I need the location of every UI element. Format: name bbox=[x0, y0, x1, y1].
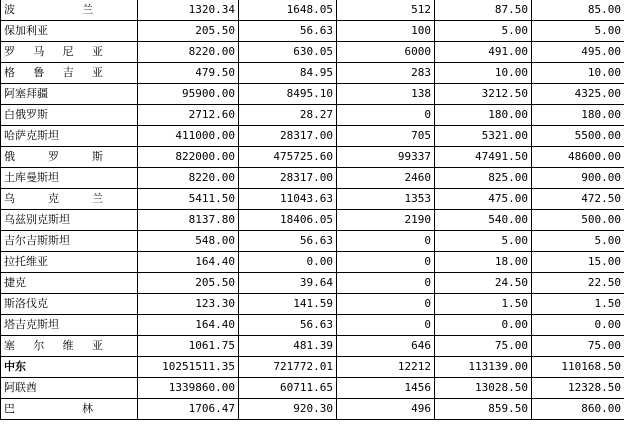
country-name-cell[interactable]: 土库曼斯坦 bbox=[1, 168, 138, 189]
value-cell-1[interactable]: 164.40 bbox=[138, 252, 239, 273]
value-cell-5[interactable]: 495.00 bbox=[532, 42, 625, 63]
table-row bbox=[1, 105, 625, 126]
table-row bbox=[1, 84, 625, 105]
value-cell-5[interactable]: 22.50 bbox=[532, 273, 625, 294]
value-cell-4[interactable]: 5.00 bbox=[435, 231, 532, 252]
country-name-cell[interactable]: 塞尔维亚 bbox=[1, 336, 138, 357]
value-cell-5[interactable]: 5.00 bbox=[532, 231, 625, 252]
value-cell-3[interactable]: 0 bbox=[337, 231, 435, 252]
value-cell-5[interactable]: 900.00 bbox=[532, 168, 625, 189]
value-cell-3[interactable]: 0 bbox=[337, 105, 435, 126]
value-cell-2[interactable]: 39.64 bbox=[239, 273, 337, 294]
value-cell-4[interactable]: 0.00 bbox=[435, 315, 532, 336]
value-cell-4[interactable]: 87.50 bbox=[435, 0, 532, 21]
value-cell-3[interactable]: 2460 bbox=[337, 168, 435, 189]
value-cell-4[interactable]: 825.00 bbox=[435, 168, 532, 189]
value-cell-3[interactable]: 496 bbox=[337, 399, 435, 420]
value-cell-1[interactable]: 8220.00 bbox=[138, 42, 239, 63]
value-cell-3[interactable]: 138 bbox=[337, 84, 435, 105]
value-cell-2[interactable]: 28317.00 bbox=[239, 126, 337, 147]
value-cell-4[interactable]: 859.50 bbox=[435, 399, 532, 420]
value-cell-3[interactable]: 705 bbox=[337, 126, 435, 147]
region-name-cell[interactable]: 中东 bbox=[1, 357, 138, 378]
value-cell-2[interactable]: 18406.05 bbox=[239, 210, 337, 231]
value-cell-4[interactable]: 180.00 bbox=[435, 105, 532, 126]
country-name-cell[interactable]: 白俄罗斯 bbox=[1, 105, 138, 126]
table-row bbox=[1, 210, 625, 231]
value-cell-5[interactable]: 75.00 bbox=[532, 336, 625, 357]
value-cell-5[interactable]: 860.00 bbox=[532, 399, 625, 420]
value-cell-5[interactable]: 85.00 bbox=[532, 0, 625, 21]
value-cell-3[interactable]: 0 bbox=[337, 273, 435, 294]
value-cell-5[interactable]: 500.00 bbox=[532, 210, 625, 231]
country-name-cell[interactable]: 罗马尼亚 bbox=[1, 42, 138, 63]
table-row bbox=[1, 231, 625, 252]
country-name-cell[interactable]: 格鲁吉亚 bbox=[1, 63, 138, 84]
value-cell-4[interactable]: 47491.50 bbox=[435, 147, 532, 168]
value-cell-5[interactable]: 15.00 bbox=[532, 252, 625, 273]
value-cell-1[interactable]: 164.40 bbox=[138, 315, 239, 336]
table-row bbox=[1, 189, 625, 210]
value-cell-3[interactable]: 2190 bbox=[337, 210, 435, 231]
value-cell-4[interactable]: 5321.00 bbox=[435, 126, 532, 147]
value-cell-1[interactable]: 1339860.00 bbox=[138, 378, 239, 399]
value-cell-3[interactable]: 646 bbox=[337, 336, 435, 357]
table-row bbox=[1, 126, 625, 147]
country-name-cell[interactable]: 乌 克 兰 bbox=[1, 189, 138, 210]
table-row bbox=[1, 21, 625, 42]
value-cell-3[interactable]: 1456 bbox=[337, 378, 435, 399]
value-cell-4[interactable]: 475.00 bbox=[435, 189, 532, 210]
table-row bbox=[1, 252, 625, 273]
value-cell-2[interactable]: 28.27 bbox=[239, 105, 337, 126]
value-cell-4[interactable]: 113139.00 bbox=[435, 357, 532, 378]
value-cell-1[interactable]: 822000.00 bbox=[138, 147, 239, 168]
value-cell-3[interactable]: 6000 bbox=[337, 42, 435, 63]
value-cell-1[interactable]: 479.50 bbox=[138, 63, 239, 84]
country-name-cell[interactable]: 阿塞拜疆 bbox=[1, 84, 138, 105]
value-cell-3[interactable]: 0 bbox=[337, 315, 435, 336]
value-cell-2[interactable]: 630.05 bbox=[239, 42, 337, 63]
country-name-cell[interactable]: 巴 林 bbox=[1, 399, 138, 420]
value-cell-3[interactable]: 512 bbox=[337, 0, 435, 21]
value-cell-1[interactable]: 205.50 bbox=[138, 273, 239, 294]
table-row bbox=[1, 315, 625, 336]
value-cell-4[interactable]: 5.00 bbox=[435, 21, 532, 42]
value-cell-5[interactable]: 0.00 bbox=[532, 315, 625, 336]
value-cell-2[interactable]: 56.63 bbox=[239, 315, 337, 336]
value-cell-1[interactable]: 2712.60 bbox=[138, 105, 239, 126]
table-row bbox=[1, 378, 625, 399]
value-cell-2[interactable]: 28317.00 bbox=[239, 168, 337, 189]
value-cell-3[interactable]: 12212 bbox=[337, 357, 435, 378]
value-cell-2[interactable]: 56.63 bbox=[239, 21, 337, 42]
value-cell-5[interactable]: 1.50 bbox=[532, 294, 625, 315]
table-body bbox=[1, 0, 625, 420]
value-cell-5[interactable]: 48600.00 bbox=[532, 147, 625, 168]
value-cell-2[interactable]: 84.95 bbox=[239, 63, 337, 84]
value-cell-5[interactable]: 110168.50 bbox=[532, 357, 625, 378]
value-cell-1[interactable]: 1061.75 bbox=[138, 336, 239, 357]
table-row bbox=[1, 168, 625, 189]
value-cell-1[interactable]: 5411.50 bbox=[138, 189, 239, 210]
country-name-cell[interactable]: 斯洛伐克 bbox=[1, 294, 138, 315]
value-cell-1[interactable]: 1320.34 bbox=[138, 0, 239, 21]
value-cell-5[interactable]: 10.00 bbox=[532, 63, 625, 84]
value-cell-5[interactable]: 5.00 bbox=[532, 21, 625, 42]
country-name-cell[interactable]: 塔吉克斯坦 bbox=[1, 315, 138, 336]
value-cell-4[interactable]: 10.00 bbox=[435, 63, 532, 84]
value-cell-1[interactable]: 8137.80 bbox=[138, 210, 239, 231]
value-cell-4[interactable]: 24.50 bbox=[435, 273, 532, 294]
value-cell-2[interactable]: 475725.60 bbox=[239, 147, 337, 168]
value-cell-1[interactable]: 1706.47 bbox=[138, 399, 239, 420]
value-cell-2[interactable]: 481.39 bbox=[239, 336, 337, 357]
value-cell-5[interactable]: 180.00 bbox=[532, 105, 625, 126]
value-cell-3[interactable]: 283 bbox=[337, 63, 435, 84]
table-row bbox=[1, 399, 625, 420]
value-cell-5[interactable]: 472.50 bbox=[532, 189, 625, 210]
value-cell-3[interactable]: 99337 bbox=[337, 147, 435, 168]
value-cell-4[interactable]: 18.00 bbox=[435, 252, 532, 273]
value-cell-3[interactable]: 0 bbox=[337, 252, 435, 273]
value-cell-1[interactable]: 95900.00 bbox=[138, 84, 239, 105]
country-name-cell[interactable]: 拉托维亚 bbox=[1, 252, 138, 273]
value-cell-2[interactable]: 0.00 bbox=[239, 252, 337, 273]
table-row-region bbox=[1, 357, 625, 378]
value-cell-2[interactable]: 1648.05 bbox=[239, 0, 337, 21]
value-cell-1[interactable]: 548.00 bbox=[138, 231, 239, 252]
value-cell-5[interactable]: 12328.50 bbox=[532, 378, 625, 399]
country-name-cell[interactable]: 哈萨克斯坦 bbox=[1, 126, 138, 147]
value-cell-4[interactable]: 3212.50 bbox=[435, 84, 532, 105]
value-cell-4[interactable]: 491.00 bbox=[435, 42, 532, 63]
value-cell-1[interactable]: 8220.00 bbox=[138, 168, 239, 189]
value-cell-2[interactable]: 8495.10 bbox=[239, 84, 337, 105]
country-name-cell[interactable]: 保加利亚 bbox=[1, 21, 138, 42]
value-cell-2[interactable]: 56.63 bbox=[239, 231, 337, 252]
country-name-cell[interactable]: 俄 罗 斯 bbox=[1, 147, 138, 168]
value-cell-2[interactable]: 141.59 bbox=[239, 294, 337, 315]
country-name-cell[interactable]: 阿联酋 bbox=[1, 378, 138, 399]
table-row bbox=[1, 273, 625, 294]
country-name-cell[interactable]: 波 兰 bbox=[1, 0, 138, 21]
table-row bbox=[1, 147, 625, 168]
table-row bbox=[1, 336, 625, 357]
table-row bbox=[1, 63, 625, 84]
value-cell-1[interactable]: 123.30 bbox=[138, 294, 239, 315]
value-cell-2[interactable]: 60711.65 bbox=[239, 378, 337, 399]
value-cell-5[interactable]: 4325.00 bbox=[532, 84, 625, 105]
value-cell-1[interactable]: 411000.00 bbox=[138, 126, 239, 147]
table-row bbox=[1, 42, 625, 63]
value-cell-1[interactable]: 10251511.35 bbox=[138, 357, 239, 378]
value-cell-3[interactable]: 1353 bbox=[337, 189, 435, 210]
value-cell-5[interactable]: 5500.00 bbox=[532, 126, 625, 147]
value-cell-1[interactable]: 205.50 bbox=[138, 21, 239, 42]
value-cell-4[interactable]: 540.00 bbox=[435, 210, 532, 231]
value-cell-4[interactable]: 1.50 bbox=[435, 294, 532, 315]
value-cell-2[interactable]: 920.30 bbox=[239, 399, 337, 420]
value-cell-4[interactable]: 13028.50 bbox=[435, 378, 532, 399]
table-row bbox=[1, 0, 625, 21]
country-name-cell[interactable]: 乌兹别克斯坦 bbox=[1, 210, 138, 231]
table-row bbox=[1, 294, 625, 315]
value-cell-3[interactable]: 0 bbox=[337, 294, 435, 315]
country-name-cell[interactable]: 捷克 bbox=[1, 273, 138, 294]
value-cell-2[interactable]: 11043.63 bbox=[239, 189, 337, 210]
value-cell-3[interactable]: 100 bbox=[337, 21, 435, 42]
country-name-cell[interactable]: 吉尔吉斯斯坦 bbox=[1, 231, 138, 252]
value-cell-2[interactable]: 721772.01 bbox=[239, 357, 337, 378]
value-cell-4[interactable]: 75.00 bbox=[435, 336, 532, 357]
